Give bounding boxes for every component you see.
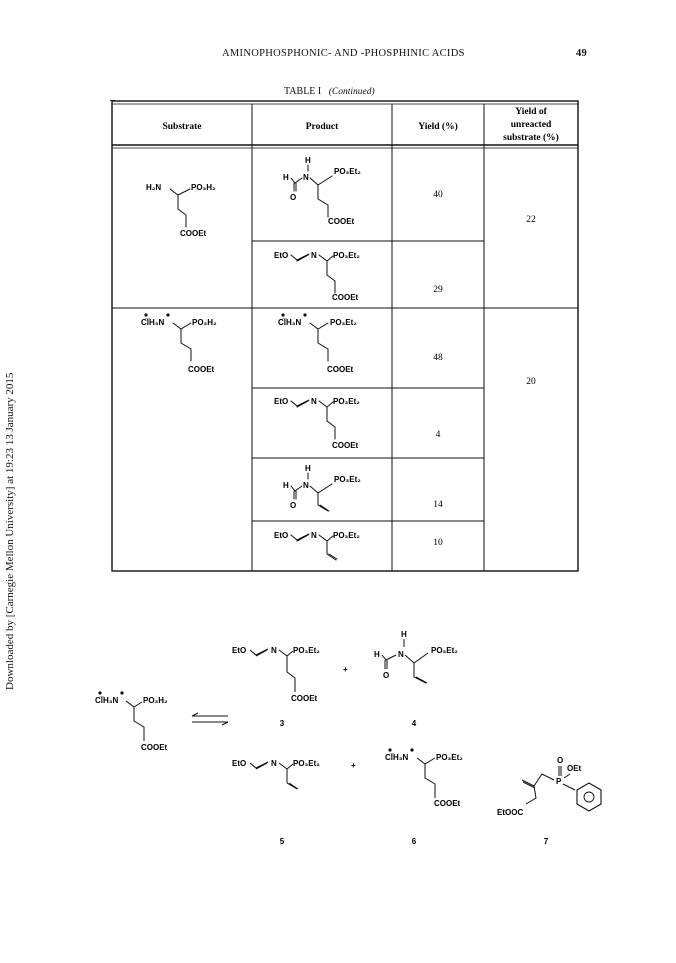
atom-eto: EtO (232, 646, 247, 655)
atom-po3et2: PO₃Et₂ (293, 646, 320, 655)
atom-cooet: COOEt (141, 743, 168, 752)
yield-2: 29 (433, 285, 443, 295)
charge-dot (120, 691, 123, 694)
atom-eto: EtO (232, 759, 247, 768)
atom-po3h2: PO₃H₂ (191, 183, 216, 192)
yield-5: 14 (433, 500, 443, 510)
download-watermark: Downloaded by [Carnegie Mellon University] at 19:23 13 January 2015 (4, 372, 16, 690)
atom-h2n: H₂N (146, 183, 162, 192)
scheme-substrate (95, 691, 168, 752)
compound-labels (280, 719, 549, 846)
plus-sign: + (351, 761, 356, 770)
yield-column (433, 190, 536, 548)
label-7: 7 (543, 837, 549, 846)
atom-n: N (311, 397, 317, 406)
substrate-1-structure (146, 183, 216, 238)
atom-n: N (271, 646, 277, 655)
atom-n: N (303, 173, 309, 182)
equilibrium-arrow (192, 713, 228, 725)
atom-po3et2: PO₃Et₂ (333, 531, 360, 540)
atom-po3et2: PO₃Et₂ (431, 646, 458, 655)
atom-oet: OEt (567, 764, 582, 773)
phenyl-ring (577, 783, 601, 811)
label-5: 5 (279, 837, 285, 846)
atom-n: N (311, 531, 317, 540)
aromatic-circle (584, 792, 594, 802)
atom-po3et2: PO₃Et₂ (334, 475, 361, 484)
atom-h: H (283, 173, 289, 182)
atom-o: O (557, 756, 564, 765)
charge-dot (281, 313, 284, 316)
unreacted-1: 22 (526, 215, 536, 225)
atom-clh3n: Cl̅H₃N (141, 318, 165, 327)
atom-h: H (401, 630, 407, 639)
atom-cooet: COOEt (291, 694, 318, 703)
compound-7-structure (497, 756, 601, 817)
header-product: Product (305, 122, 339, 132)
atom-po3et2: PO₃Et₂ (330, 318, 357, 327)
atom-po3h2: PO₃H₂ (192, 318, 217, 327)
atom-n: N (271, 759, 277, 768)
atom-o: O (383, 671, 390, 680)
charge-dot (410, 748, 413, 751)
running-title: AMINOPHOSPHONIC- AND -PHOSPHINIC ACIDS (222, 48, 465, 59)
atom-clh3n: Cl̅H₃N (95, 696, 119, 705)
atom-h: H (374, 650, 380, 659)
atom-h: H (305, 464, 311, 473)
atom-po3et2: PO₃Et₂ (334, 167, 361, 176)
atom-etooc: EtOOC (497, 808, 524, 817)
atom-po3et2: PO₃Et₂ (333, 397, 360, 406)
yield-4: 4 (435, 430, 441, 440)
product-2-structure (274, 251, 360, 302)
compound-6-structure (385, 748, 463, 808)
atom-cooet: COOEt (180, 229, 207, 238)
atom-clh3n: Cl̅H₃N (278, 318, 302, 327)
atom-cooet: COOEt (327, 365, 354, 374)
atom-po3et2: PO₃Et₂ (333, 251, 360, 260)
atom-cooet: COOEt (332, 293, 359, 302)
atom-po3et2: PO₃Et₂ (436, 753, 463, 762)
yield-1: 40 (433, 190, 443, 200)
compound-5-structure (232, 759, 320, 789)
yield-3: 48 (433, 353, 443, 363)
product-3-structure (278, 313, 357, 374)
atom-n: N (311, 251, 317, 260)
plus-sign: + (343, 665, 348, 674)
header-yield: Yield (%) (418, 122, 458, 132)
atom-o: O (290, 193, 297, 202)
atom-p: P (556, 777, 562, 786)
atom-cooet: COOEt (434, 799, 461, 808)
atom-h: H (305, 156, 311, 165)
atom-cooet: COOEt (188, 365, 215, 374)
atom-eto: EtO (274, 531, 289, 540)
product-5-structure (283, 464, 361, 511)
header-unreacted-1: Yield of (515, 107, 547, 117)
product-6-structure (274, 531, 360, 560)
charge-dot (144, 313, 147, 316)
atom-eto: EtO (274, 397, 289, 406)
header-unreacted-2: unreacted (510, 120, 552, 130)
charge-dot (388, 748, 391, 751)
label-4: 4 (411, 719, 417, 728)
charge-dot (98, 691, 101, 694)
charge-dot (166, 313, 169, 316)
atom-n: N (303, 481, 309, 490)
page-number: 49 (576, 48, 588, 59)
atom-n: N (398, 650, 404, 659)
atom-cooet: COOEt (332, 441, 359, 450)
compound-4-structure (374, 630, 458, 683)
compound-3-structure (232, 646, 320, 703)
atom-po3et2: PO₃Et₂ (293, 759, 320, 768)
yield-6: 10 (433, 538, 443, 548)
atom-cooet: COOEt (328, 217, 355, 226)
atom-eto: EtO (274, 251, 289, 260)
atom-clh3n: Cl̅H₃N (385, 753, 409, 762)
atom-po3h2: PO₃H₂ (143, 696, 168, 705)
label-3: 3 (279, 719, 285, 728)
atom-h: H (283, 481, 289, 490)
label-6: 6 (411, 837, 417, 846)
caption-main: TABLE I (284, 86, 322, 97)
caption-continued: (Continued) (328, 87, 375, 97)
charge-dot (303, 313, 306, 316)
atom-o: O (290, 501, 297, 510)
header-unreacted-3: substrate (%) (503, 133, 559, 143)
unreacted-2: 20 (526, 377, 536, 387)
header-substrate: Substrate (162, 122, 202, 132)
reaction-scheme (95, 630, 601, 846)
product-1-structure (283, 156, 361, 226)
substrate-2-structure (141, 313, 217, 374)
table-header (162, 107, 558, 143)
product-4-structure (274, 397, 360, 450)
